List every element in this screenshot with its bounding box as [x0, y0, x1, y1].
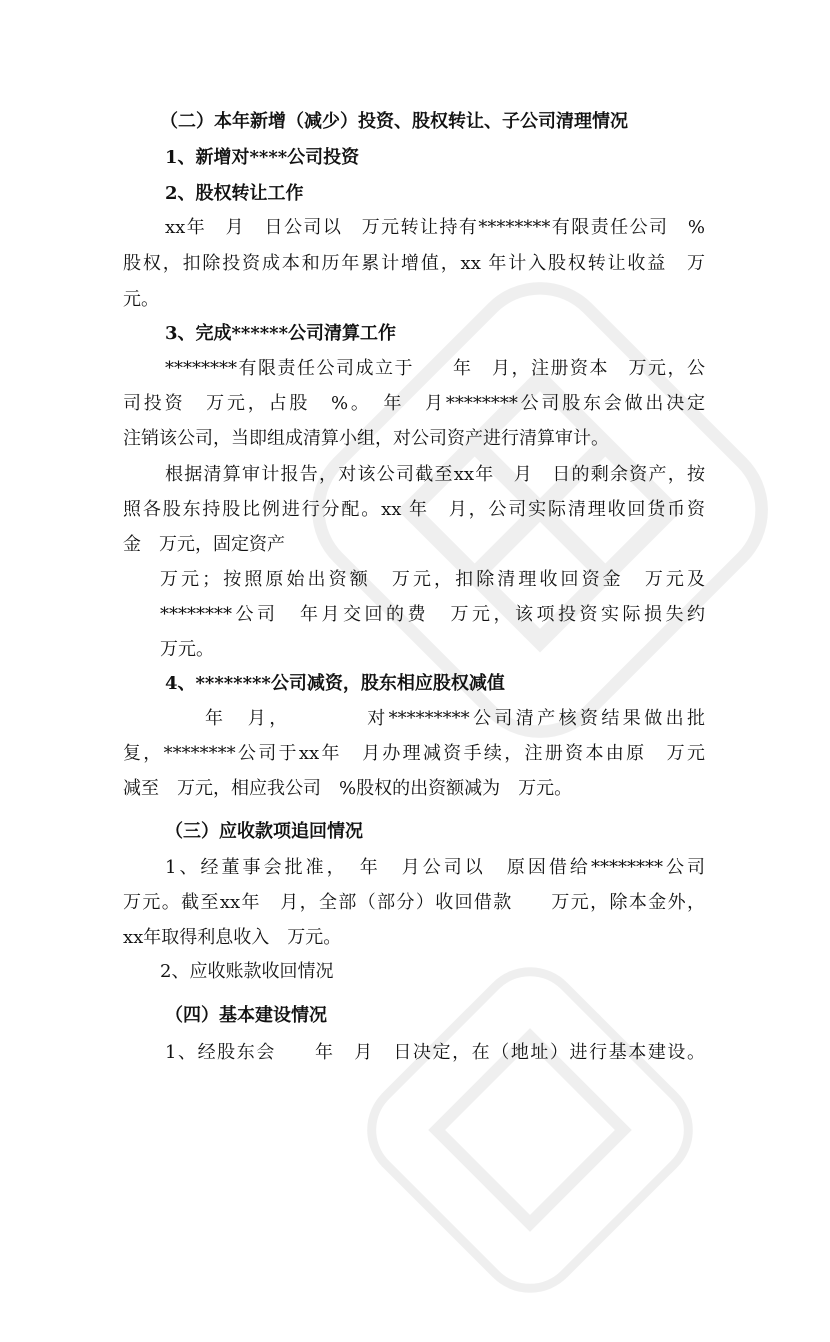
paragraph-line: 万元；按照原始出资额 万元，扣除清理收回资金 万元及 — [160, 569, 705, 590]
paragraph-line: 照各股东持股比例进行分配。xx 年 月，公司实际清理收回货币资 — [123, 499, 705, 520]
paragraph-line: 万元。 — [160, 639, 214, 660]
section-3-heading: （三）应收款项追回情况 — [165, 821, 363, 842]
paragraph-line: 金 万元，固定资产 — [123, 534, 285, 555]
item-4-heading: 4、********公司减资，股东相应股权减值 — [165, 673, 505, 694]
item-1-heading: 1、新增对****公司投资 — [165, 147, 360, 168]
paragraph-line: 复，********公司于xx年 月办理减资手续，注册资本由原 万元 — [123, 743, 705, 764]
paragraph-line: 元。 — [123, 289, 159, 310]
watermark-logo-bottom — [318, 918, 742, 1342]
item-2-heading: 2、股权转让工作 — [165, 183, 304, 204]
paragraph-line: xx年 月 日公司以 万元转让持有********有限责任公司 % — [165, 217, 705, 238]
paragraph-line: 根据清算审计报告，对该公司截至xx年 月 日的剩余资产，按 — [165, 464, 705, 485]
paragraph-line: 注销该公司，当即组成清算小组，对公司资产进行清算审计。 — [123, 428, 609, 449]
paragraph-line: xx年取得利息收入 万元。 — [123, 927, 342, 948]
paragraph-line: 1、经董事会批准， 年 月公司以 原因借给********公司 — [165, 857, 705, 878]
paragraph-line: 年 月， 对*********公司清产核资结果做出批 — [205, 708, 705, 729]
paragraph-line: 万元。截至xx年 月，全部（部分）收回借款 万元，除本金外， — [123, 892, 705, 913]
section-4-heading: （四）基本建设情况 — [165, 1005, 327, 1026]
paragraph-line: 减至 万元，相应我公司 %股权的出资额减为 万元。 — [123, 778, 573, 799]
paragraph-line: 1、经股东会 年 月 日决定，在（地址）进行基本建设。 — [165, 1042, 705, 1063]
paragraph-line: 股权，扣除投资成本和历年累计增值，xx 年计入股权转让收益 万 — [123, 253, 705, 274]
section-2-heading: （二）本年新增（减少）投资、股权转让、子公司清理情况 — [160, 111, 628, 132]
item-3-heading: 3、完成******公司清算工作 — [165, 323, 397, 344]
item-2-receivables: 2、应收账款收回情况 — [160, 961, 334, 982]
paragraph-line: 司投资 万元，占股 %。 年 月********公司股东会做出决定 — [123, 393, 705, 414]
paragraph-line: ********公司 年月交回的费 万元，该项投资实际损失约 — [160, 604, 705, 625]
paragraph-line: ********有限责任公司成立于 年 月，注册资本 万元，公 — [165, 358, 705, 379]
